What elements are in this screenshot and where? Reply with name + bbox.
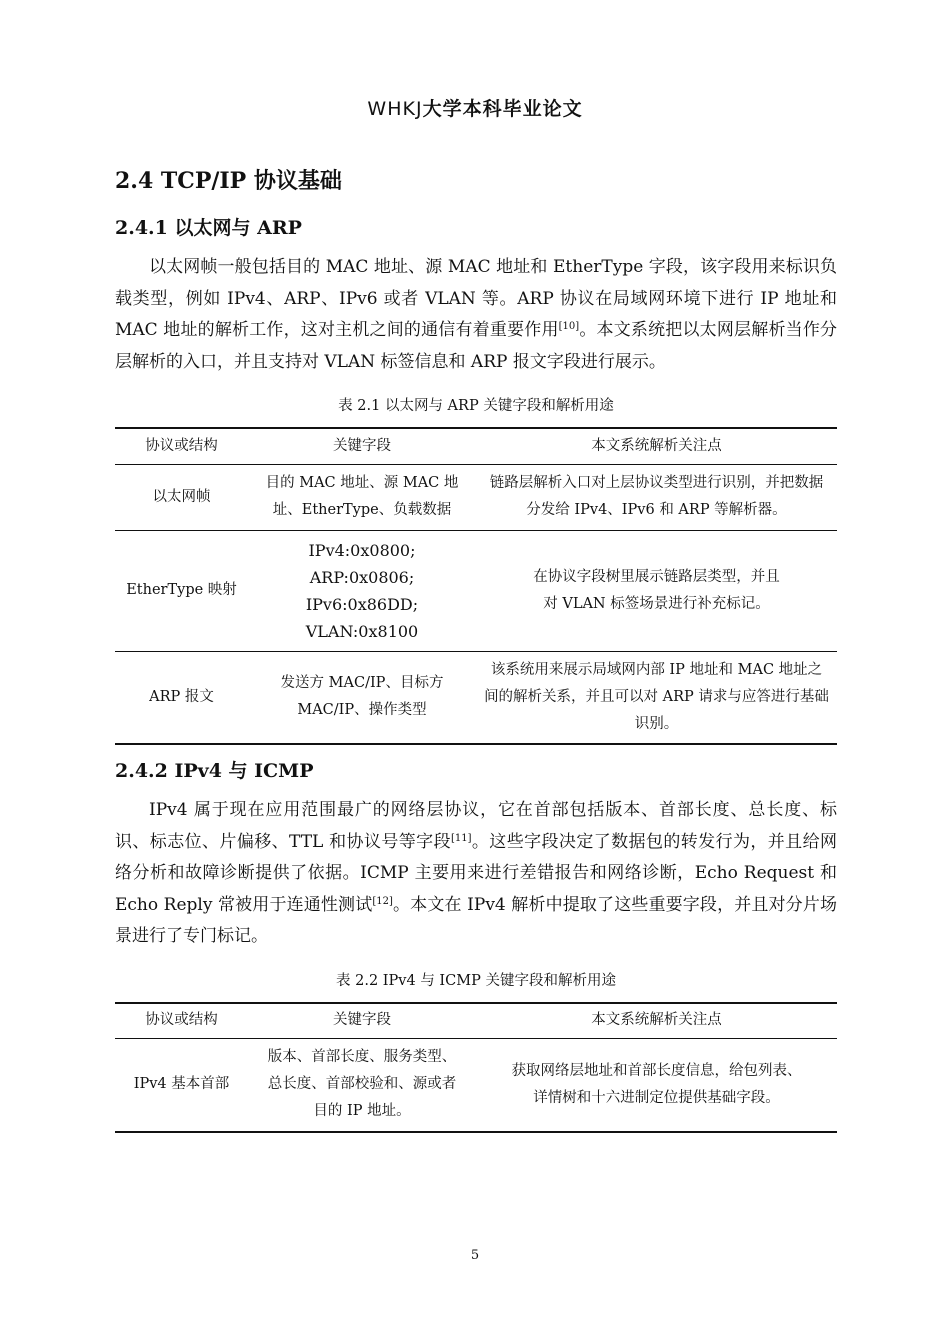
cell-line: IPv6:0x86DD; <box>305 594 419 614</box>
subsection-heading-ethernet: 2.4.1 以太网与 ARP <box>115 217 302 239</box>
running-header <box>0 94 950 121</box>
paragraph-text: 以太网帧一般包括目的 MAC 地址、源 MAC 地址和 EtherType 字段，该字段用来标识负载类型，例如 IPv4、ARP、IPv6 或者 VLAN 等。ARP 协议在局域网环境下进行 IP 地址和 MAC 地址的解析工作，这对主机之间的通信有着重要作用 <box>115 257 837 340</box>
section-heading: 2.4 TCP/IP 协议基础 <box>115 168 342 194</box>
paragraph-ipv4 <box>115 795 837 953</box>
table-cell: EtherType 映射 <box>126 582 237 598</box>
column-header: 关键字段 <box>333 437 391 454</box>
paragraph-text: 。本文系统把以太网层解析当作分层解析的入口，并且支持对 VLAN 标签信息和 ARP 报文字段进行展示。 <box>115 320 838 372</box>
table-ethernet-arp <box>115 427 837 745</box>
table-cell: 以太网帧 <box>152 488 211 505</box>
column-header: 本文系统解析关注点 <box>591 1012 722 1029</box>
citation[interactable]: [10] <box>558 321 580 332</box>
column-header: 协议或结构 <box>145 437 218 454</box>
paragraph-text: 。本文在 IPv4 解析中提取了这些重要字段，并且对分片场景进行了专门标记。 <box>115 894 837 946</box>
table-header-row <box>115 428 837 464</box>
table-cell: 该系统用来展示局域网内部 IP 地址和 MAC 地址之间的解析关系，并且可以对 ARP 请求与应答进行基础识别。 <box>484 661 829 732</box>
table-row <box>115 651 837 744</box>
cell-line: VLAN:0x8100 <box>305 621 419 641</box>
table-cell: ARP 报文 <box>149 688 214 705</box>
citation[interactable]: [12] <box>372 895 393 907</box>
header-title: 大学本科毕业论文 <box>422 98 583 120</box>
paragraph-ethernet <box>115 252 837 378</box>
table-cell: 获取网络层地址和首部长度信息，给包列表、详情树和十六进制定位提供基础字段。 <box>511 1062 802 1106</box>
table-cell <box>248 530 476 651</box>
main-content <box>115 160 837 1133</box>
column-header: 本文系统解析关注点 <box>591 437 722 454</box>
column-header: 关键字段 <box>333 1012 391 1029</box>
table-row <box>115 464 837 530</box>
cell-line: ARP:0x0806; <box>309 567 415 587</box>
header-latin: WHKJ <box>367 98 423 120</box>
table-cell: IPv4 基本首部 <box>133 1076 230 1093</box>
table-row <box>115 1039 837 1132</box>
page-number: 5 <box>470 1248 480 1263</box>
table-cell: 发送方 MAC/IP、目标方 MAC/IP、操作类型 <box>280 675 444 719</box>
paragraph-text: 。这些字段决定了数据包的转发行为，并且给网络分析和故障诊断提供了依据。ICMP 主要用来进行差错报告和网络诊断，Echo Request 和 Echo Reply 常被用于连通性测试 <box>115 831 837 915</box>
table-cell: 在协议字段树里展示链路层类型，并且对 VLAN 标签场景进行补充标记。 <box>533 568 780 612</box>
table-cell: 链路层解析入口对上层协议类型进行识别，并把数据分发给 IPv4、IPv6 和 ARP 等解析器。 <box>489 475 824 518</box>
citation[interactable]: [11] <box>450 832 472 844</box>
column-header: 协议或结构 <box>145 1012 218 1029</box>
cell-line: IPv4:0x0800; <box>308 540 416 560</box>
table-header-row <box>115 1003 837 1039</box>
paragraph-text: IPv4 属于现在应用范围最广的网络层协议，它在首部包括版本、首部长度、总长度、标识、标志位、片偏移、TTL 和协议号等字段 <box>115 800 837 852</box>
table-row <box>115 530 837 651</box>
table-ipv4-icmp <box>115 1002 837 1133</box>
table-cell: 目的 MAC 地址、源 MAC 地址、EtherType、负载数据 <box>265 475 459 518</box>
subsection-heading-ipv4: 2.4.2 IPv4 与 ICMP <box>115 760 314 782</box>
table-caption: 表 2.1 以太网与 ARP 关键字段和解析用途 <box>338 398 614 414</box>
table-caption: 表 2.2 IPv4 与 ICMP 关键字段和解析用途 <box>336 972 616 989</box>
table-cell: 版本、首部长度、服务类型、总长度、首部校验和、源或者目的 IP 地址。 <box>267 1049 457 1120</box>
